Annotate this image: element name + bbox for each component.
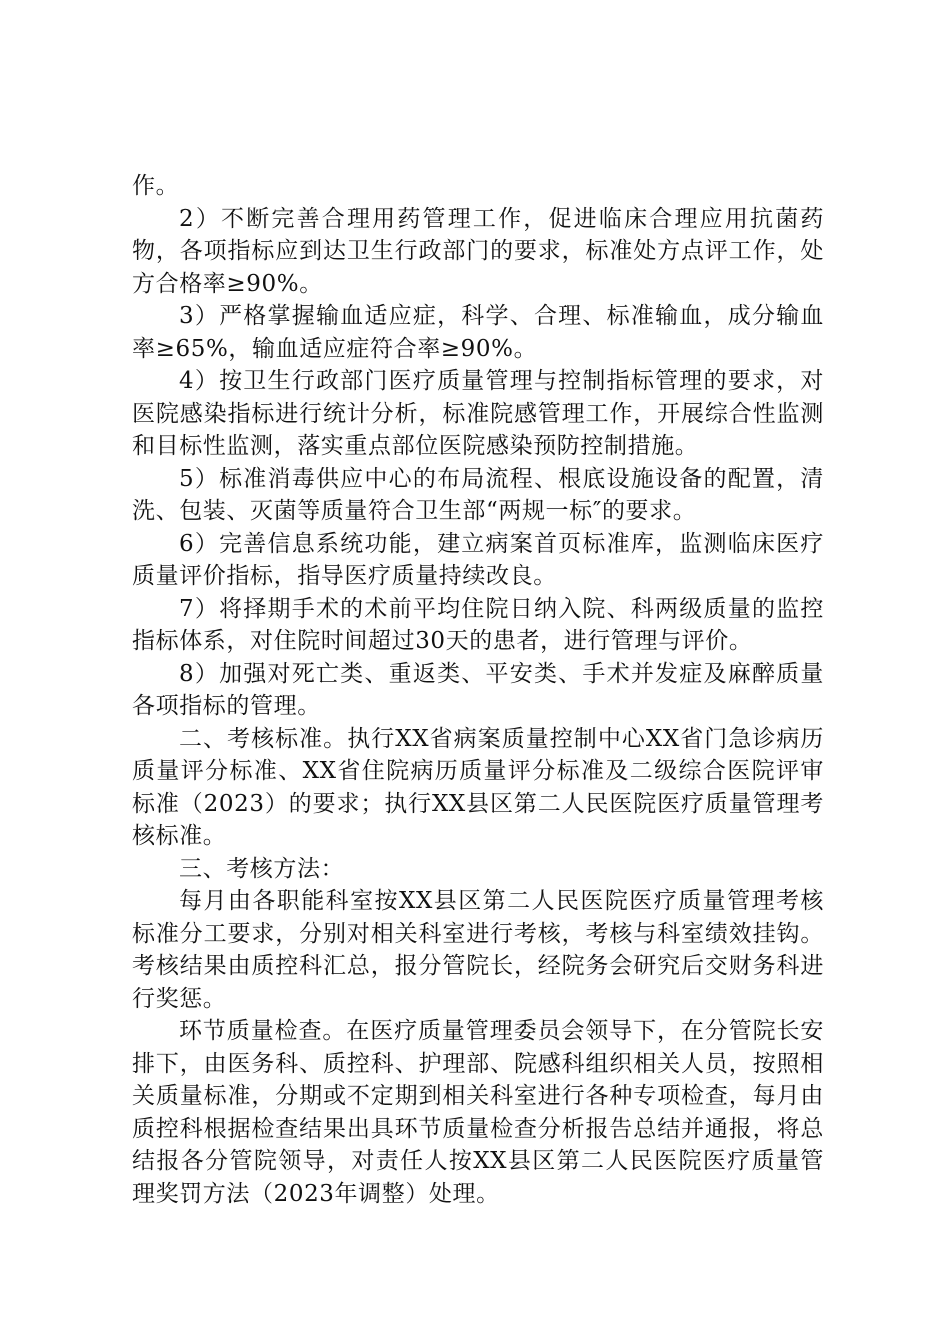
paragraph-item-7: 7）将择期手术的术前平均住院日纳入院、科两级质量的监控指标体系，对住院时间超过30天的患者，进行管理与评价。 xyxy=(132,595,824,654)
paragraph-item-5: 5）标准消毒供应中心的布局流程、根底设施设备的配置，清洗、包装、灭菌等质量符合卫生部“两规一标″的要求。 xyxy=(132,465,824,524)
document-page xyxy=(132,170,824,1210)
section-assessment-method-heading: 三、考核方法： xyxy=(179,855,345,882)
paragraph-item-8: 8）加强对死亡类、重返类、平安类、手术并发症及麻醉质量各项指标的管理。 xyxy=(132,660,824,719)
paragraph-item-2: 2）不断完善合理用药管理工作，促进临床合理应用抗菌药物，各项指标应到达卫生行政部门的要求，标准处方点评工作，处方合格率≥90%。 xyxy=(132,205,824,297)
paragraph-item-3: 3）严格掌握输血适应症，科学、合理、标准输血，成分输血率≥65%，输血适应症符合率≥90%。 xyxy=(132,303,824,362)
paragraph-item-6: 6）完善信息系统功能，建立病案首页标准库，监测临床医疗质量评价指标，指导医疗质量持续改良。 xyxy=(132,530,824,589)
paragraph-continuation: 作。 xyxy=(132,173,180,199)
paragraph-process-quality-check: 环节质量检查。在医疗质量管理委员会领导下，在分管院长安排下，由医务科、质控科、护理部、院感科组织相关人员，按照相关质量标准，分期或不定期到相关科室进行各种专项检查，每月由质控科根据检查结果出具环节质量检查分析报告总结并通报，将总结报各分管院领导，对责任人按XX县区第二人民医院医疗质量管理奖罚方法（2023年调整）处理。 xyxy=(132,1018,824,1207)
paragraph-monthly-assessment: 每月由各职能科室按XX县区第二人民医院医疗质量管理考核标准分工要求，分别对相关科室进行考核，考核与科室绩效挂钩。考核结果由质控科汇总，报分管院长，经院务会研究后交财务科进行奖惩。 xyxy=(132,888,824,1012)
section-assessment-standard: 二、考核标准。执行XX省病案质量控制中心XX省门急诊病历质量评分标准、XX省住院病历质量评分标准及二级综合医院评审标准（2023）的要求；执行XX县区第二人民医院医疗质量管理考核标准。 xyxy=(132,725,824,849)
paragraph-item-4: 4）按卫生行政部门医疗质量管理与控制指标管理的要求，对医院感染指标进行统计分析，标准院感管理工作，开展综合性监测和目标性监测，落实重点部位医院感染预防控制措施。 xyxy=(132,368,824,459)
